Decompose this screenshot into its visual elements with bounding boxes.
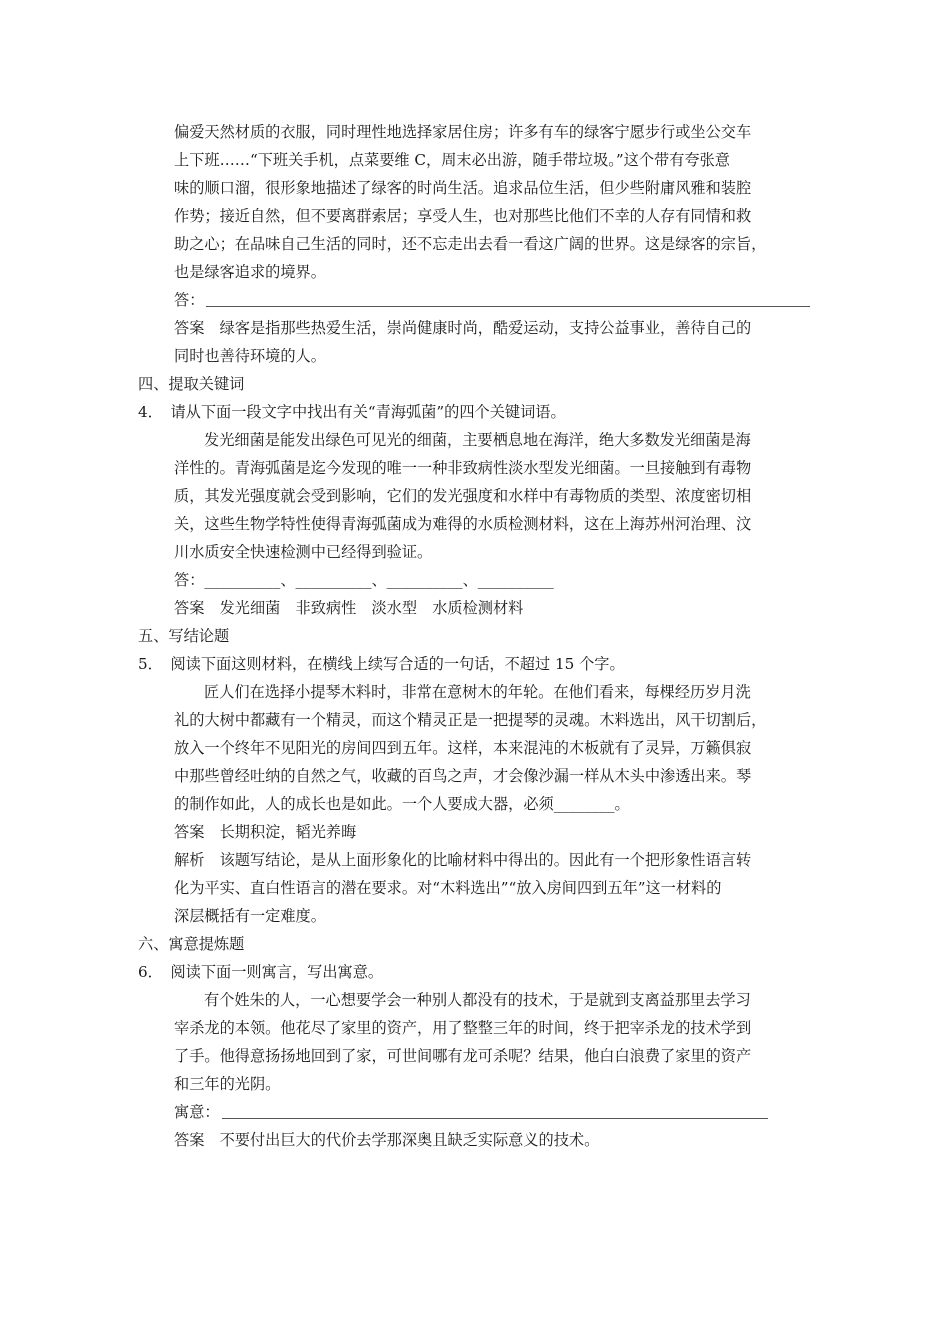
answer-blanks: 答：__________、__________、__________、__________: [174, 571, 554, 589]
answer-prompt: 寓意：: [174, 1103, 220, 1121]
passage-line: 川水质安全快速检测中已经得到验证。: [174, 543, 433, 561]
passage-line: 匠人们在选择小提琴木料时，非常在意树木的年轮。在他们看来，每棵经历岁月洗: [204, 683, 751, 701]
passage-line: 味的顺口溜，很形象地描述了绿客的时尚生活。追求品位生活，但少些附庸风雅和装腔: [174, 179, 752, 197]
passage-line: 作势；接近自然，但不要离群索居；享受人生，也对那些比他们不幸的人存有同情和救: [174, 207, 752, 225]
answer-line: 答案 发光细菌 非致病性 淡水型 水质检测材料: [174, 599, 524, 617]
passage-line: 有个姓朱的人，一心想要学会一种别人都没有的技术，于是就到支离益那里去学习: [204, 991, 751, 1009]
answer-prompt: 答：: [174, 291, 205, 309]
passage-line: 了手。他得意扬扬地回到了家，可世间哪有龙可杀呢？结果，他白白浪费了家里的资产: [174, 1047, 752, 1065]
answer-line: 答案 不要付出巨大的代价去学那深奥且缺乏实际意义的技术。: [174, 1131, 600, 1149]
passage-line: 和三年的光阴。: [174, 1075, 281, 1093]
passage-line: 质，其发光强度就会受到影响，它们的发光强度和水样中有毒物质的类型、浓度密切相: [174, 487, 752, 505]
passage-line: 礼的大树中都藏有一个精灵，而这个精灵正是一把提琴的灵魂。木料选出，风干切割后，: [174, 711, 767, 729]
passage-line: 中那些曾经吐纳的自然之气，收藏的百鸟之声，才会像沙漏一样从木头中渗透出来。琴: [174, 767, 752, 785]
analysis-line: 解析 该题写结论，是从上面形象化的比喻材料中得出的。因此有一个把形象性语言转: [174, 851, 752, 869]
section-heading: 四、提取关键词: [138, 375, 245, 393]
passage-line: 发光细菌是能发出绿色可见光的细菌，主要栖息地在海洋，绝大多数发光细菌是海: [204, 431, 751, 449]
answer-line: 答案 绿客是指那些热爱生活，崇尚健康时尚，酷爱运动，支持公益事业，善待自己的: [174, 319, 752, 337]
section-heading: 五、写结论题: [138, 627, 230, 645]
passage-line: 洋性的。青海弧菌是迄今发现的唯一一种非致病性淡水型发光细菌。一旦接触到有毒物: [174, 459, 752, 477]
question-text: 6． 阅读下面一则寓言，写出寓意。: [138, 963, 384, 981]
answer-blank-line: [206, 306, 810, 307]
question-text: 4． 请从下面一段文字中找出有关“青海弧菌”的四个关键词语。: [138, 403, 566, 421]
passage-line: 偏爱天然材质的衣服，同时理性地选择家居住房；许多有车的绿客宁愿步行或坐公交车: [174, 123, 752, 141]
passage-line: 上下班……“下班关手机，点菜要维 C，周末必出游，随手带垃圾。”这个带有夸张意: [174, 151, 730, 169]
passage-line: 助之心；在品味自己生活的同时，还不忘走出去看一看这广阔的世界。这是绿客的宗旨，: [174, 235, 767, 253]
answer-line: 同时也善待环境的人。: [174, 347, 326, 365]
analysis-line: 化为平实、直白性语言的潜在要求。对“木料选出”“放入房间四到五年”这一材料的: [174, 879, 722, 897]
passage-line: 也是绿客追求的境界。: [174, 263, 326, 281]
passage-line: 关，这些生物学特性使得青海弧菌成为难得的水质检测材料，这在上海苏州河治理、汶: [174, 515, 752, 533]
passage-line: 放入一个终年不见阳光的房间四到五年。这样，本来混沌的木板就有了灵异，万籁俱寂: [174, 739, 752, 757]
answer-blank-line: [222, 1118, 768, 1119]
answer-line: 答案 长期积淀，韬光养晦: [174, 823, 357, 841]
passage-line: 的制作如此，人的成长也是如此。一个人要成大器，必须________。: [174, 795, 630, 813]
section-heading: 六、寓意提炼题: [138, 935, 245, 953]
question-text: 5． 阅读下面这则材料，在横线上续写合适的一句话，不超过 15 个字。: [138, 655, 625, 673]
passage-line: 宰杀龙的本领。他花尽了家里的资产，用了整整三年的时间，终于把宰杀龙的技术学到: [174, 1019, 752, 1037]
analysis-line: 深层概括有一定难度。: [174, 907, 326, 925]
